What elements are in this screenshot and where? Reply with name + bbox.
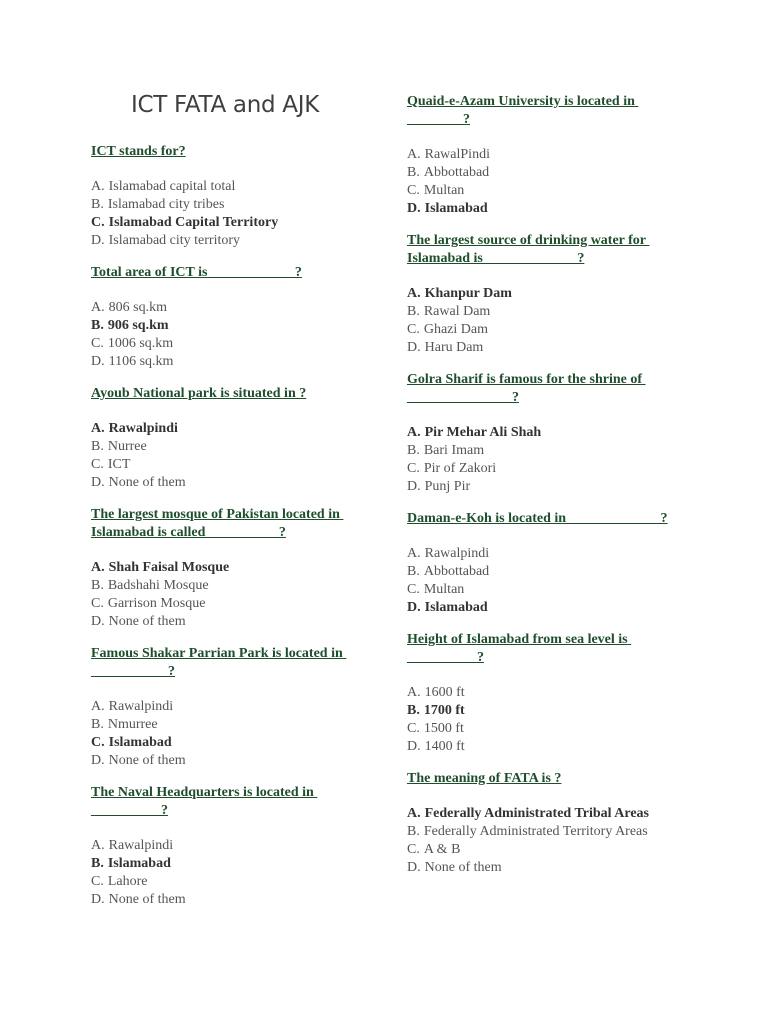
answer-option (91, 353, 381, 371)
option-letter: B. (91, 197, 104, 212)
answer-option (91, 232, 381, 250)
option-text: 1106 sq.km (108, 354, 174, 369)
answer-option-correct (407, 805, 697, 823)
answer-option (407, 823, 697, 841)
option-text: Rawalpindi (108, 838, 174, 853)
option-letter: C. (407, 461, 420, 476)
option-text: None of them (108, 475, 186, 490)
answer-option-correct (91, 734, 381, 752)
option-text: A & B (423, 842, 461, 857)
question-text: Total area of ICT is ____________? (91, 265, 302, 280)
option-letter: D. (407, 201, 421, 216)
option-text: 906 sq.km (107, 318, 169, 333)
question-text: The meaning of FATA is ? (407, 771, 562, 786)
answer-option (407, 720, 697, 738)
answer-option (407, 339, 697, 357)
question-block (407, 770, 697, 877)
answer-option (91, 299, 381, 317)
option-text: Islamabad (107, 856, 171, 871)
answer-option-correct (407, 424, 697, 442)
option-letter: C. (407, 582, 420, 597)
answer-option (91, 595, 381, 613)
option-letter: C. (407, 721, 420, 736)
option-letter: B. (407, 443, 420, 458)
option-letter: D. (91, 753, 105, 768)
option-text: Abbottabad (423, 564, 490, 579)
option-text: Ghazi Dam (423, 322, 488, 337)
option-letter: A. (407, 806, 421, 821)
option-text: None of them (424, 860, 502, 875)
option-text: None of them (108, 892, 186, 907)
answer-option-correct (407, 702, 697, 720)
answer-option (91, 891, 381, 909)
option-text: Islamabad city tribes (107, 197, 225, 212)
option-text: Lahore (107, 874, 148, 889)
answer-option (407, 563, 697, 581)
option-letter: A. (91, 421, 105, 436)
answer-option (407, 841, 697, 859)
option-text: 1500 ft (423, 721, 464, 736)
option-text: Badshahi Mosque (107, 578, 209, 593)
option-letter: B. (91, 439, 104, 454)
option-text: Federally Administrated Tribal Areas (424, 806, 650, 821)
option-letter: B. (407, 304, 420, 319)
option-text: Pir of Zakori (423, 461, 497, 476)
option-text: Pir Mehar Ali Shah (424, 425, 542, 440)
answer-option (91, 698, 381, 716)
answer-option (91, 438, 381, 456)
option-letter: A. (407, 286, 421, 301)
answer-option (407, 460, 697, 478)
option-letter: C. (407, 183, 420, 198)
question-text: Daman-e-Koh is located in _____________? (407, 511, 668, 526)
question-block (407, 232, 697, 357)
question-block (407, 371, 697, 496)
option-text: Islamabad city territory (108, 233, 241, 248)
option-text: 1700 ft (423, 703, 465, 718)
answer-option-correct (91, 559, 381, 577)
option-letter: B. (91, 856, 104, 871)
question-block (91, 143, 381, 250)
question-text: Famous Shakar Parrian Park is located in ___________? (91, 646, 347, 679)
option-letter: B. (91, 318, 104, 333)
option-letter: C. (91, 336, 104, 351)
option-letter: D. (407, 600, 421, 615)
answer-option (407, 859, 697, 877)
question-text: The largest mosque of Pakistan located in Islamabad is called __________? (91, 507, 344, 540)
answer-option-correct (91, 214, 381, 232)
option-text: 1400 ft (424, 739, 465, 754)
question-text: ICT stands for? (91, 144, 186, 159)
option-letter: D. (407, 479, 421, 494)
answer-option (407, 146, 697, 164)
answer-option (91, 837, 381, 855)
answer-option (91, 873, 381, 891)
answer-option-correct (91, 855, 381, 873)
option-text: None of them (108, 753, 186, 768)
answer-option (91, 196, 381, 214)
answer-option (407, 442, 697, 460)
option-text: Rawalpindi (424, 546, 490, 561)
option-text: Multan (423, 582, 465, 597)
option-text: ICT (107, 457, 131, 472)
option-letter: B. (407, 824, 420, 839)
answer-option (407, 321, 697, 339)
answer-option-correct (407, 200, 697, 218)
option-text: RawalPindi (424, 147, 490, 162)
left-question-column (91, 143, 381, 923)
answer-option (407, 182, 697, 200)
answer-option (91, 577, 381, 595)
page-title: ICT FATA and AJK (131, 92, 319, 118)
option-text: Rawalpindi (108, 699, 174, 714)
option-letter: C. (91, 596, 104, 611)
answer-option-correct (407, 285, 697, 303)
option-text: Nurree (107, 439, 147, 454)
option-text: Federally Administrated Territory Areas (423, 824, 648, 839)
option-text: None of them (108, 614, 186, 629)
option-letter: C. (407, 842, 420, 857)
option-text: Multan (423, 183, 465, 198)
answer-option-correct (91, 317, 381, 335)
option-letter: A. (91, 699, 105, 714)
question-block (91, 506, 381, 631)
answer-option (91, 613, 381, 631)
question-text: Quaid-e-Azam University is located in ________? (407, 94, 639, 127)
option-letter: A. (91, 838, 105, 853)
option-letter: D. (91, 233, 105, 248)
option-letter: A. (91, 179, 105, 194)
question-text: The largest source of drinking water for Islamabad is _____________? (407, 233, 650, 266)
option-text: Haru Dam (424, 340, 484, 355)
option-text: Islamabad (424, 600, 488, 615)
option-letter: D. (91, 354, 105, 369)
question-text: The Naval Headquarters is located in __________? (91, 785, 318, 818)
option-letter: C. (91, 215, 105, 230)
option-letter: B. (407, 165, 420, 180)
option-text: Khanpur Dam (424, 286, 512, 301)
question-text: Ayoub National park is situated in ? (91, 386, 307, 401)
answer-option (91, 178, 381, 196)
option-text: Islamabad Capital Territory (108, 215, 279, 230)
option-letter: B. (91, 717, 104, 732)
option-text: Islamabad (108, 735, 172, 750)
answer-option (407, 478, 697, 496)
answer-option-correct (91, 420, 381, 438)
option-letter: A. (407, 425, 421, 440)
question-block (407, 93, 697, 218)
answer-option (407, 164, 697, 182)
option-letter: D. (91, 892, 105, 907)
option-text: Shah Faisal Mosque (108, 560, 230, 575)
answer-option (407, 738, 697, 756)
option-letter: D. (91, 475, 105, 490)
answer-option-correct (407, 599, 697, 617)
answer-option (91, 716, 381, 734)
answer-option (91, 335, 381, 353)
option-text: 1600 ft (424, 685, 465, 700)
option-letter: A. (407, 685, 421, 700)
question-text: Golra Sharif is famous for the shrine of _______________? (407, 372, 646, 405)
question-block (407, 631, 697, 756)
option-text: Rawalpindi (108, 421, 178, 436)
option-text: Nmurree (107, 717, 158, 732)
option-text: Punj Pir (424, 479, 471, 494)
question-block (91, 645, 381, 770)
answer-option (407, 581, 697, 599)
option-text: Islamabad (424, 201, 488, 216)
option-letter: C. (91, 457, 104, 472)
option-text: Abbottabad (423, 165, 490, 180)
right-question-column (407, 93, 697, 891)
option-letter: A. (91, 560, 105, 575)
answer-option (407, 684, 697, 702)
option-letter: A. (91, 300, 105, 315)
answer-option (91, 474, 381, 492)
answer-option (407, 303, 697, 321)
answer-option (91, 752, 381, 770)
question-block (91, 385, 381, 492)
question-block (407, 510, 697, 617)
option-letter: D. (407, 340, 421, 355)
option-letter: D. (91, 614, 105, 629)
option-letter: C. (407, 322, 420, 337)
option-letter: D. (407, 739, 421, 754)
option-letter: A. (407, 546, 421, 561)
option-letter: B. (407, 564, 420, 579)
option-text: 806 sq.km (108, 300, 167, 315)
answer-option (407, 545, 697, 563)
option-text: Rawal Dam (423, 304, 491, 319)
option-letter: D. (407, 860, 421, 875)
answer-option (91, 456, 381, 474)
question-block (91, 264, 381, 371)
option-letter: B. (91, 578, 104, 593)
option-text: Bari Imam (423, 443, 485, 458)
question-text: Height of Islamabad from sea level is __________? (407, 632, 632, 665)
option-letter: C. (91, 874, 104, 889)
option-text: Garrison Mosque (107, 596, 206, 611)
option-letter: A. (407, 147, 421, 162)
option-letter: C. (91, 735, 105, 750)
option-text: Islamabad capital total (108, 179, 236, 194)
option-text: 1006 sq.km (107, 336, 174, 351)
question-block (91, 784, 381, 909)
option-letter: B. (407, 703, 420, 718)
